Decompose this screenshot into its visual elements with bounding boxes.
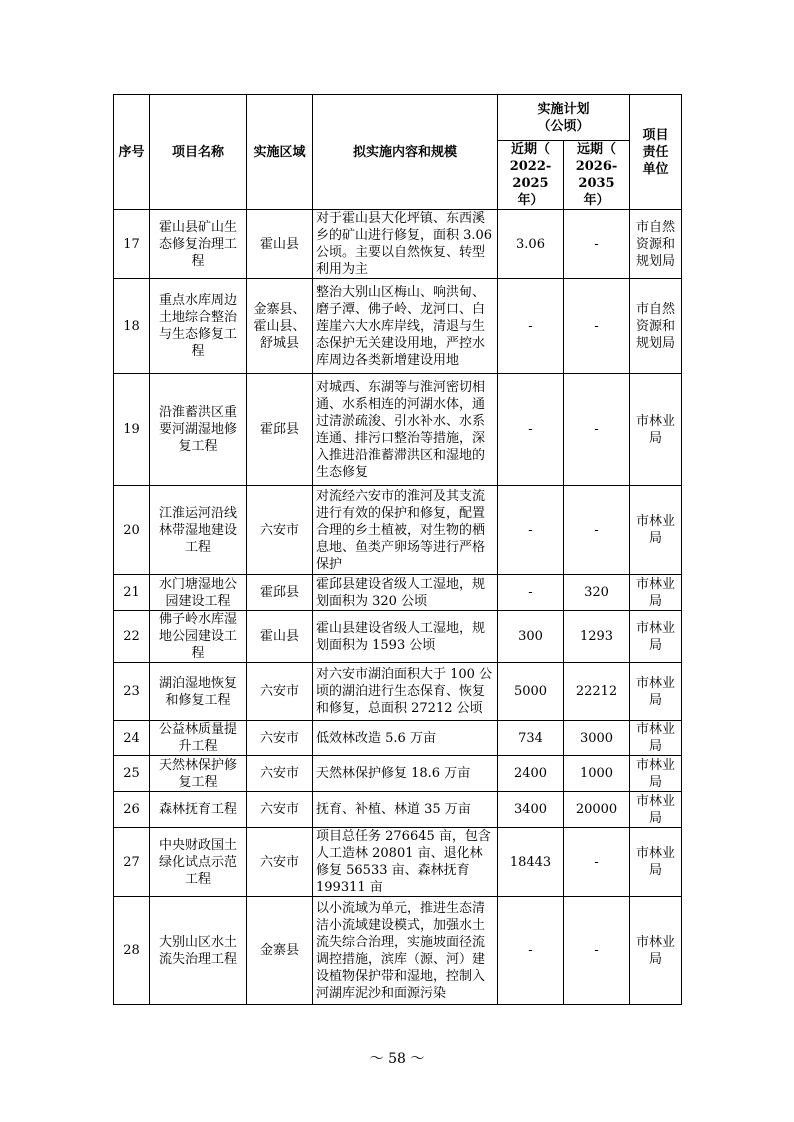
page-number: ～ 58 ～ bbox=[369, 1051, 425, 1067]
row-responsible-unit: 市林业局 bbox=[630, 374, 682, 486]
row-project-name: 森林抚育工程 bbox=[150, 792, 247, 828]
row-responsible-unit: 市林业局 bbox=[630, 897, 682, 1005]
header-plan: 实施计划 （公顷） bbox=[498, 95, 630, 141]
row-project-name: 霍山县矿山生态修复治理工程 bbox=[150, 210, 247, 279]
project-table bbox=[113, 94, 682, 1005]
row-project-name: 重点水库周边土地综合整治与生态修复工程 bbox=[150, 279, 247, 374]
row-responsible-unit: 市林业局 bbox=[630, 756, 682, 792]
row-long-term: 320 bbox=[564, 575, 630, 611]
row-long-term: - bbox=[564, 279, 630, 374]
row-content: 对于霍山县大化坪镇、东西溪乡的矿山进行修复，面积 3.06 公顷。主要以自然恢复、转型利用为主 bbox=[313, 210, 498, 279]
row-responsible-unit: 市自然资源和规划局 bbox=[630, 210, 682, 279]
header-far: 远期（ 2026-2035 年） bbox=[564, 141, 630, 210]
row-seq: 27 bbox=[114, 828, 150, 897]
row-content: 抚育、补植、林道 35 万亩 bbox=[313, 792, 498, 828]
row-content: 对流经六安市的淮河及其支流进行有效的保护和修复，配置合理的乡土植被，对生物的栖息地、鱼类产卵场等进行严格保护 bbox=[313, 486, 498, 575]
row-near-term: - bbox=[498, 897, 564, 1005]
row-content: 对城西、东湖等与淮河密切相通、水系相连的河湖水体，通过清淤疏浚、引水补水、水系连通、排污口整治等措施，深入推进沿淮蓄滞洪区和湿地的生态修复 bbox=[313, 374, 498, 486]
table-row bbox=[114, 486, 682, 575]
row-area: 霍山县 bbox=[247, 210, 313, 279]
row-seq: 26 bbox=[114, 792, 150, 828]
row-near-term: - bbox=[498, 575, 564, 611]
row-project-name: 江淮运河沿线林带湿地建设工程 bbox=[150, 486, 247, 575]
header-near: 近期（ 2022-2025 年） bbox=[498, 141, 564, 210]
header-area: 实施区域 bbox=[247, 95, 313, 210]
row-content: 霍山县建设省级人工湿地，规划面积为 1593 公顷 bbox=[313, 611, 498, 663]
row-near-term: 3.06 bbox=[498, 210, 564, 279]
row-near-term: 300 bbox=[498, 611, 564, 663]
row-near-term: 18443 bbox=[498, 828, 564, 897]
row-seq: 17 bbox=[114, 210, 150, 279]
row-responsible-unit: 市林业局 bbox=[630, 721, 682, 756]
row-area: 六安市 bbox=[247, 486, 313, 575]
row-long-term: - bbox=[564, 897, 630, 1005]
row-area: 金寨县、霍山县、舒城县 bbox=[247, 279, 313, 374]
row-long-term: - bbox=[564, 374, 630, 486]
row-area: 六安市 bbox=[247, 721, 313, 756]
header-content: 拟实施内容和规模 bbox=[313, 95, 498, 210]
row-near-term: - bbox=[498, 486, 564, 575]
row-area: 霍邱县 bbox=[247, 374, 313, 486]
row-long-term: - bbox=[564, 486, 630, 575]
row-long-term: 1293 bbox=[564, 611, 630, 663]
row-content: 天然林保护修复 18.6 万亩 bbox=[313, 756, 498, 792]
row-seq: 18 bbox=[114, 279, 150, 374]
table-row bbox=[114, 374, 682, 486]
row-long-term: 3000 bbox=[564, 721, 630, 756]
row-area: 六安市 bbox=[247, 756, 313, 792]
header-unit: 项目 责任 单位 bbox=[630, 95, 682, 210]
table-row bbox=[114, 575, 682, 611]
row-area: 金寨县 bbox=[247, 897, 313, 1005]
table-row bbox=[114, 663, 682, 721]
table-body bbox=[114, 210, 682, 1005]
row-responsible-unit: 市林业局 bbox=[630, 663, 682, 721]
row-seq: 24 bbox=[114, 721, 150, 756]
row-project-name: 沿淮蓄洪区重要河湖湿地修复工程 bbox=[150, 374, 247, 486]
row-content: 低效林改造 5.6 万亩 bbox=[313, 721, 498, 756]
row-project-name: 水门塘湿地公园建设工程 bbox=[150, 575, 247, 611]
row-responsible-unit: 市林业局 bbox=[630, 611, 682, 663]
row-content: 项目总任务 276645 亩，包含人工造林 20801 亩、退化林修复 56533 亩、森林抚育 199311 亩 bbox=[313, 828, 498, 897]
row-area: 六安市 bbox=[247, 663, 313, 721]
table-row bbox=[114, 897, 682, 1005]
row-near-term: 5000 bbox=[498, 663, 564, 721]
row-responsible-unit: 市林业局 bbox=[630, 828, 682, 897]
row-responsible-unit: 市自然资源和规划局 bbox=[630, 279, 682, 374]
row-area: 六安市 bbox=[247, 792, 313, 828]
row-seq: 25 bbox=[114, 756, 150, 792]
table-row bbox=[114, 756, 682, 792]
row-project-name: 佛子岭水库湿地公园建设工程 bbox=[150, 611, 247, 663]
row-long-term: 20000 bbox=[564, 792, 630, 828]
table-row bbox=[114, 721, 682, 756]
table-row bbox=[114, 210, 682, 279]
row-area: 霍山县 bbox=[247, 611, 313, 663]
row-long-term: - bbox=[564, 828, 630, 897]
row-area: 六安市 bbox=[247, 828, 313, 897]
row-long-term: - bbox=[564, 210, 630, 279]
row-near-term: 734 bbox=[498, 721, 564, 756]
row-responsible-unit: 市林业局 bbox=[630, 792, 682, 828]
row-near-term: - bbox=[498, 374, 564, 486]
header-name: 项目名称 bbox=[150, 95, 247, 210]
row-content: 整治大别山区梅山、响洪甸、磨子潭、佛子岭、龙河口、白莲崖六大水库岸线，清退与生态保护无关建设用地，严控水库周边各类新增建设用地 bbox=[313, 279, 498, 374]
row-content: 对六安市湖泊面积大于 100 公顷的湖泊进行生态保育、恢复和修复，总面积 27212 公顷 bbox=[313, 663, 498, 721]
row-content: 以小流域为单元，推进生态清洁小流域建设模式，加强水土流失综合治理，实施坡面径流调控措施，滨库（源、河）建设植物保护带和湿地，控制入河湖库泥沙和面源污染 bbox=[313, 897, 498, 1005]
row-seq: 28 bbox=[114, 897, 150, 1005]
row-content: 霍邱县建设省级人工湿地，规划面积为 320 公顷 bbox=[313, 575, 498, 611]
row-project-name: 天然林保护修复工程 bbox=[150, 756, 247, 792]
header-seq: 序号 bbox=[114, 95, 150, 210]
table-row bbox=[114, 828, 682, 897]
table-row bbox=[114, 279, 682, 374]
row-responsible-unit: 市林业局 bbox=[630, 575, 682, 611]
row-near-term: - bbox=[498, 279, 564, 374]
row-seq: 23 bbox=[114, 663, 150, 721]
row-seq: 21 bbox=[114, 575, 150, 611]
row-near-term: 3400 bbox=[498, 792, 564, 828]
row-responsible-unit: 市林业局 bbox=[630, 486, 682, 575]
row-project-name: 湖泊湿地恢复和修复工程 bbox=[150, 663, 247, 721]
row-seq: 20 bbox=[114, 486, 150, 575]
table-row bbox=[114, 792, 682, 828]
row-long-term: 1000 bbox=[564, 756, 630, 792]
table-row bbox=[114, 611, 682, 663]
row-near-term: 2400 bbox=[498, 756, 564, 792]
row-area: 霍邱县 bbox=[247, 575, 313, 611]
row-seq: 22 bbox=[114, 611, 150, 663]
row-project-name: 大别山区水土流失治理工程 bbox=[150, 897, 247, 1005]
row-seq: 19 bbox=[114, 374, 150, 486]
row-project-name: 公益林质量提升工程 bbox=[150, 721, 247, 756]
row-project-name: 中央财政国土绿化试点示范工程 bbox=[150, 828, 247, 897]
row-long-term: 22212 bbox=[564, 663, 630, 721]
